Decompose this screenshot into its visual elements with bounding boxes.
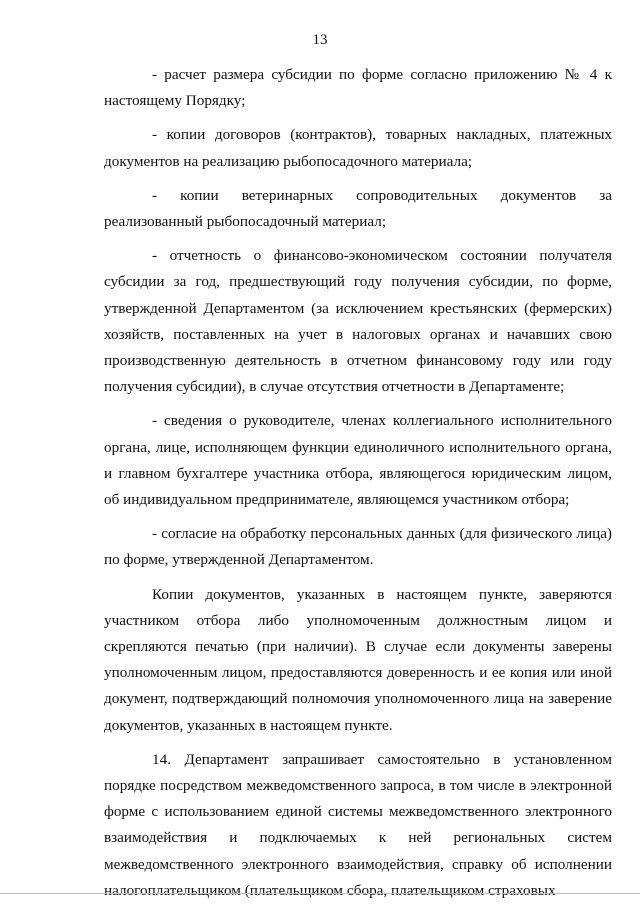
paragraph-document-certification: Копии документов, указанных в настоящем пункте, заверяются участником отбора либо уполномоченным должностным лицом и скрепляются печатью (при наличии). В случае если документы заверены уполномоченным лицом, предоставляются доверенность и ее копия или иной документ, подтверждающий полномочия уполномоченного лица на заверение документов, указанных в настоящем пункте. — [104, 585, 612, 734]
page-number: 13 — [312, 32, 328, 48]
paragraph-financial-reporting: - отчетность о финансово-экономическом состоянии получателя субсидии за год, предшествующий году получения субсидии, по форме, утвержденной Департаментом (за исключением крестьянских (фермерских) хозяйств, поставленных на учет в налоговых органах и начавших свою производственную деятельность в отчетном финансовому году или году получения субсидии), в случае отсутствия отчетности в Департаменте; — [104, 247, 612, 396]
paragraph-section-14: 14. Департамент запрашивает самостоятельно в установленном порядке посредством межведомственного запроса, в том числе в электронной форме с использованием единой системы межведомственного электронного взаимодействия и подключаемых к ней региональных систем межведомственного электронного взаимодействия, справку об исполнении налогоплательщиком (плательщиком сбора, плательщиком страховых — [104, 750, 612, 899]
paragraph-contract-copies: - копии договоров (контрактов), товарных накладных, платежных документов на реализацию рыбопосадочного материала; — [104, 126, 612, 170]
paragraph-subsidy-calculation: - расчет размера субсидии по форме согласно приложению № 4 к настоящему Порядку; — [104, 66, 612, 110]
paragraph-veterinary-documents: - копии ветеринарных сопроводительных документов за реализованный рыбопосадочный материал; — [104, 186, 612, 231]
document-body — [104, 62, 612, 904]
paragraph-personal-data-consent: - согласие на обработку персональных данных (для физического лица) по форме, утвержденной Департаментом. — [104, 525, 612, 569]
footer-rule — [0, 893, 640, 894]
paragraph-management-info: - сведения о руководителе, членах коллегиального исполнительного органа, лице, исполняющем функции единоличного исполнительного органа, и главном бухгалтере участника отбора, являющегося юридическим лицом, об индивидуальном предпринимателе, являющемся участником отбора; — [104, 412, 612, 509]
